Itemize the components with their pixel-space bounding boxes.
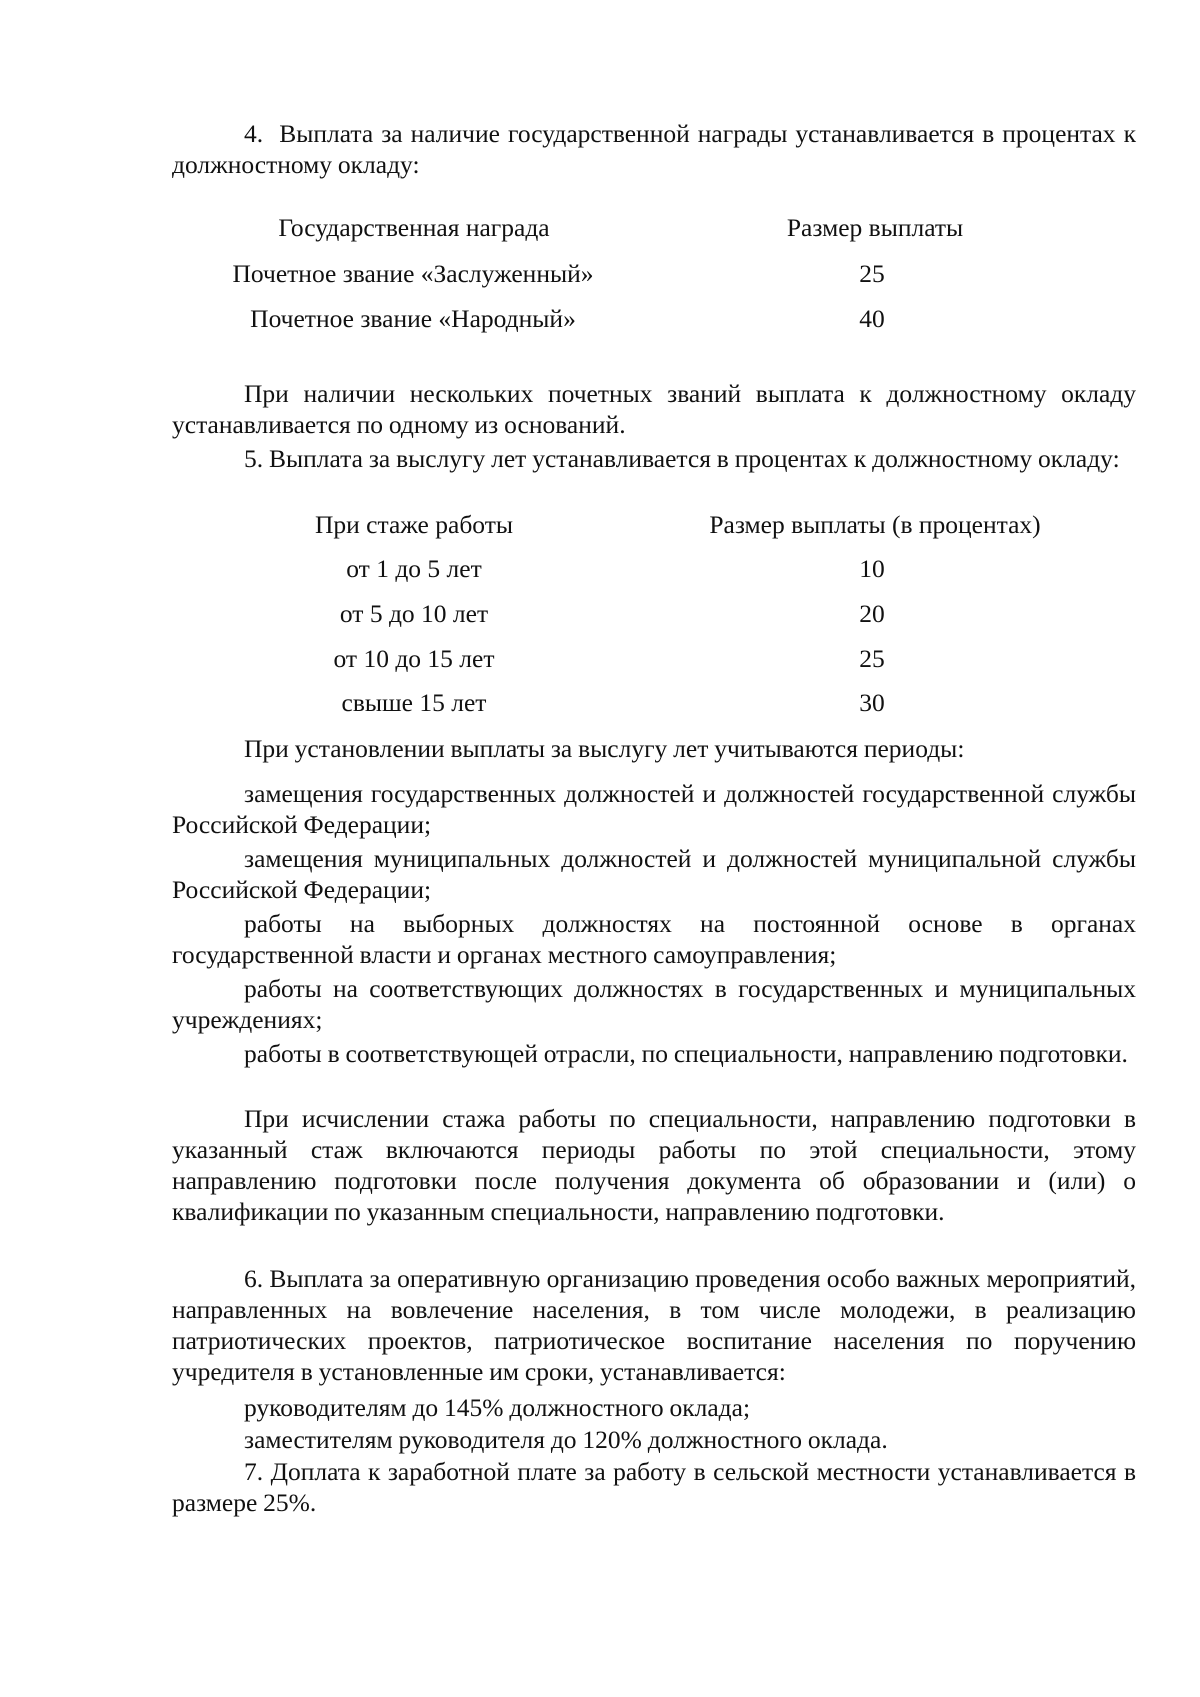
seniority-table-header-period: При стаже работы — [315, 510, 513, 539]
specialty-note: При исчислении стажа работы по специальности, направлению подготовки в указанный стаж включаются периоды работы по этой специальности, этому направлению подготовки после получения документа об образовании и (или) о квалификации по указанным специальности, направлению подготовки. — [172, 1104, 1136, 1226]
section-4-intro: 4. Выплата за наличие государственной награды устанавливается в процентах к должностному окладу: — [172, 119, 1136, 179]
seniority-table-row-amount: 10 — [859, 554, 885, 583]
award-table-row-amount: 40 — [859, 304, 885, 333]
seniority-table-row-period: свыше 15 лет — [341, 688, 487, 717]
seniority-table-header-amount: Размер выплаты (в процентах) — [709, 510, 1041, 539]
section-4-note: При наличии нескольких почетных званий выплата к должностному окладу устанавливается по одному из оснований. — [172, 379, 1136, 439]
seniority-table-row-amount: 20 — [859, 599, 885, 628]
award-table-row-award: Почетное звание «Заслуженный» — [232, 259, 594, 288]
award-table-header-award: Государственная награда — [278, 213, 550, 242]
award-table-row-amount: 25 — [859, 259, 885, 288]
period-item: замещения муниципальных должностей и должностей муниципальной службы Российской Федерации; — [172, 844, 1136, 904]
section-5-intro: 5. Выплата за выслугу лет устанавливается в процентах к должностному окладу: — [244, 444, 1120, 473]
seniority-table-row-amount: 25 — [859, 644, 885, 673]
seniority-table-row-period: от 5 до 10 лет — [339, 599, 489, 628]
period-item: работы в соответствующей отрасли, по специальности, направлению подготовки. — [244, 1039, 1128, 1068]
section-6-item: руководителям до 145% должностного оклада; — [244, 1393, 751, 1422]
seniority-table-row-amount: 30 — [859, 688, 885, 717]
award-table-row-award: Почетное звание «Народный» — [250, 304, 576, 333]
award-table-header-amount: Размер выплаты — [786, 213, 964, 242]
seniority-table-row-period: от 10 до 15 лет — [333, 644, 495, 673]
section-6-item: заместителям руководителя до 120% должностного оклада. — [244, 1425, 888, 1454]
section-6-intro: 6. Выплата за оперативную организацию проведения особо важных мероприятий, направленных на вовлечение населения, в том числе молодежи, в реализацию патриотических проектов, патриотическое воспитание населения по поручению учредителя в установленные им сроки, устанавливается: — [172, 1264, 1136, 1386]
period-item: замещения государственных должностей и должностей государственной службы Российской Федерации; — [172, 779, 1136, 839]
period-item: работы на выборных должностях на постоянной основе в органах государственной власти и органах местного самоуправления; — [172, 909, 1136, 969]
period-item: работы на соответствующих должностях в государственных и муниципальных учреждениях; — [172, 974, 1136, 1034]
periods-intro: При установлении выплаты за выслугу лет учитываются периоды: — [244, 734, 965, 763]
seniority-table-row-period: от 1 до 5 лет — [346, 554, 482, 583]
section-7-text: 7. Доплата к заработной плате за работу в сельской местности устанавливается в размере 25%. — [172, 1457, 1136, 1517]
